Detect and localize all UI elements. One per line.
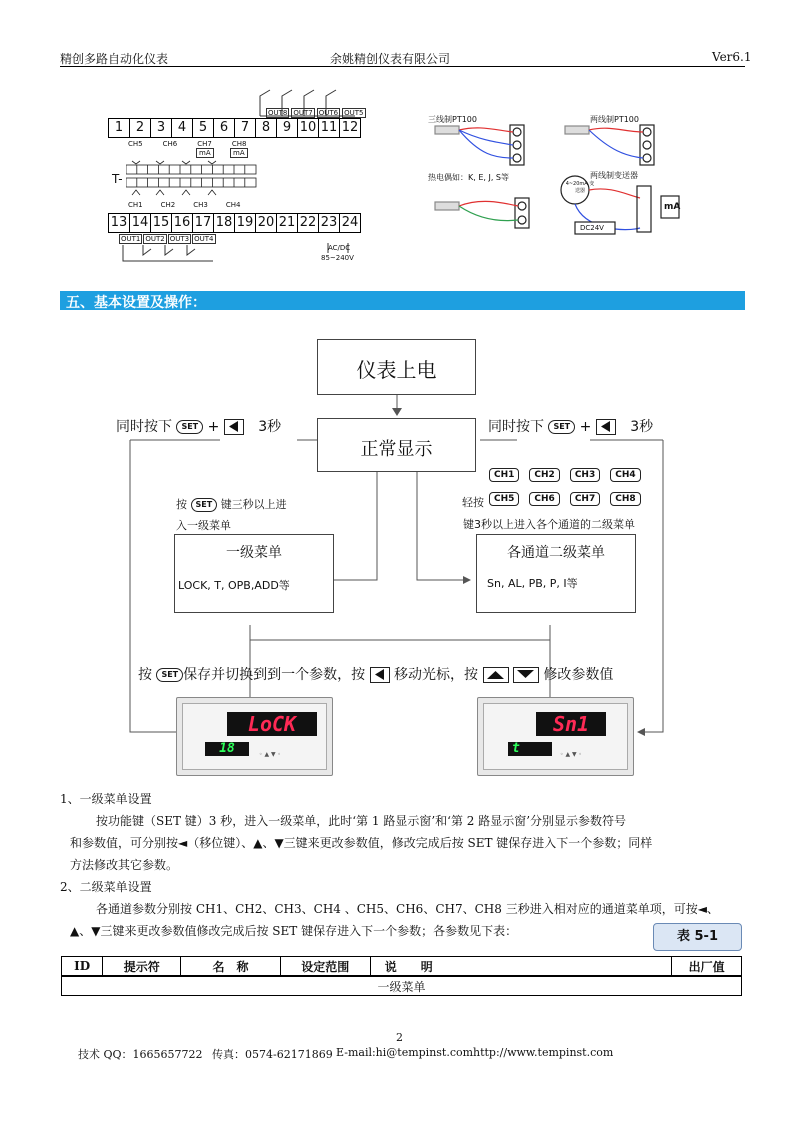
set-key-icon: SET: [156, 668, 183, 682]
paragraph-1b: 和参数值，可分别按◄（移位键）、▲、▼三键来更改参数值，修改完成后按 SET 键保存进入下一个参数；同样: [70, 836, 653, 850]
panel2-buttons: ◦ ▲ ▼ ◦: [560, 751, 583, 758]
instr-3: 移动光标，按: [394, 667, 479, 683]
down-arrow-key-icon: [513, 667, 539, 683]
parameter-table: [61, 956, 742, 996]
paragraph-1c: 方法修改其它参数。: [70, 858, 179, 872]
instr-4: 修改参数值: [543, 667, 614, 683]
terminal: 20: [256, 214, 277, 232]
up-arrow-key-icon: [483, 667, 509, 683]
terminal: 12: [341, 120, 359, 135]
terminal: 11: [319, 119, 340, 137]
left-arrow-key-icon: [224, 419, 244, 435]
ch-label: CH8: [231, 140, 247, 148]
table-section-label: 一级菜单: [62, 976, 742, 996]
table-label: 表 5-1: [653, 923, 742, 951]
terminal: 17: [193, 214, 214, 232]
terminal: 13: [109, 214, 130, 232]
ch-label: CH1: [128, 201, 143, 209]
terminal: 14: [130, 214, 151, 232]
menu1-title: 一级菜单: [226, 545, 282, 561]
body-text: [60, 788, 750, 942]
ch-label: CH4: [225, 201, 241, 209]
transmitter-symbol-label: 4~20mA 变送器: [565, 181, 595, 194]
table-row: [62, 976, 742, 996]
menu2-title: 各通道二级菜单: [507, 545, 605, 561]
header-center: 余姚精创仪表有限公司: [330, 52, 451, 66]
combo-right-seconds: 3秒: [630, 419, 654, 435]
header-left: 精创多路自动化仪表: [60, 52, 169, 66]
th-range: 设定范围: [280, 957, 370, 977]
ch-label: CH5: [128, 140, 143, 148]
out-label: OUT1: [121, 235, 141, 243]
terminal: 23: [319, 214, 340, 232]
ch-label: CH7: [197, 140, 212, 148]
set-key-icon: SET: [548, 420, 575, 434]
two-wire-label: 两线制PT100: [590, 115, 639, 124]
ch6-key-icon: CH6: [529, 492, 559, 506]
display-panel-1: [176, 697, 333, 776]
table-header-row: [62, 957, 742, 977]
combo-right: 同时按下 SET + 3秒: [488, 419, 654, 435]
menu1-items: LOCK, T, OPB,ADD等: [178, 579, 290, 592]
terminal: 6: [214, 119, 235, 137]
terminal: 19: [235, 214, 256, 232]
key-instruction: [138, 664, 613, 684]
t-label: T-: [112, 172, 123, 186]
ch5-key-icon: CH5: [489, 492, 519, 506]
terminal: 2: [130, 119, 151, 137]
paragraph-2b: ▲、▼三键来更改参数值修改完成后按 SET 键保存进入下一个参数；各参数见下表：: [70, 924, 518, 938]
heading-2: 2、二级菜单设置: [60, 880, 152, 894]
ch-bottom-labels: [128, 201, 240, 209]
th-prompt: 提示符: [103, 957, 181, 977]
footer-fax: 传真：0574-62171869: [212, 1048, 333, 1061]
th-id: ID: [62, 957, 103, 977]
terminal: 18: [214, 214, 235, 232]
terminal: 9: [277, 119, 298, 137]
ch-top-labels: [128, 140, 246, 148]
ch-keys-row2: [489, 492, 641, 506]
ch-note: 键3秒以上进入各个通道的二级菜单: [463, 518, 635, 531]
ma-out-label: mA: [664, 202, 681, 212]
terminal: 5: [193, 119, 214, 137]
set-hint-prefix: 按: [176, 498, 187, 511]
heading-1: 1、一级菜单设置: [60, 792, 152, 806]
power-on-box: [317, 339, 476, 395]
instr-1: 按: [138, 667, 152, 683]
set-hint-suffix: 键三秒以上进: [220, 498, 287, 511]
terminal: 21: [277, 214, 298, 232]
thermocouple-label: 热电偶如：K, E, J, S等: [428, 173, 509, 182]
ch2-key-icon: CH2: [529, 468, 559, 482]
combo-right-text: 同时按下: [488, 419, 544, 435]
combo-left: 同时按下 SET + 3秒: [116, 419, 282, 435]
combo-left-seconds: 3秒: [258, 419, 282, 435]
normal-display-box: [317, 418, 476, 472]
terminal: 7: [235, 119, 256, 137]
th-description: 说 明: [370, 957, 672, 977]
out-label: OUT7: [293, 109, 313, 117]
ch7-key-icon: CH7: [570, 492, 600, 506]
ch3-key-icon: CH3: [570, 468, 600, 482]
light-press-label: 轻按: [462, 496, 484, 509]
ch-label: CH3: [193, 201, 208, 209]
page-number: 2: [396, 1031, 403, 1044]
section-title: 五、基本设置及操作：: [66, 295, 206, 311]
normal-display-text: 正常显示: [360, 439, 433, 460]
th-name: 名 称: [181, 957, 281, 977]
menu1-box: [174, 534, 334, 613]
terminal: 4: [172, 119, 193, 137]
dc24v-label: DC24V: [580, 224, 604, 232]
terminal: 10: [298, 119, 319, 137]
terminal: 8: [256, 119, 277, 137]
set-hint-line1: [176, 496, 287, 512]
lcd2-top: Sn1: [536, 712, 606, 736]
panel1-buttons: ◦ ▲ ▼ ◦: [259, 751, 282, 758]
footer-web[interactable]: http://www.tempinst.com: [473, 1046, 614, 1059]
lcd2-bottom: t: [508, 742, 552, 756]
out-label: OUT5: [344, 109, 364, 117]
ch-label: CH6: [162, 140, 178, 148]
out-label: OUT4: [194, 235, 214, 243]
left-arrow-key-icon: [370, 667, 390, 683]
display-panel-2: [477, 697, 634, 776]
menu2-items: Sn, AL, PB, P, I等: [487, 577, 578, 590]
menu2-box: [476, 534, 636, 613]
out-label: OUT8: [268, 109, 288, 117]
power-label: AC/DC: [328, 244, 351, 252]
transmitter-label: 两线制变送器: [590, 171, 638, 180]
section-bar: [60, 291, 745, 310]
header-right: Ver6.1: [712, 50, 752, 64]
ch4-key-icon: CH4: [610, 468, 640, 482]
ch1-key-icon: CH1: [489, 468, 519, 482]
th-default: 出厂值: [672, 957, 742, 977]
instr-2: 保存并切换到到一个参数，按: [183, 667, 366, 683]
terminal: 15: [151, 214, 172, 232]
terminal: 1: [109, 119, 130, 137]
paragraph-2a: 各通道参数分别按 CH1、CH2、CH3、CH4 、CH5、CH6、CH7、CH8 三秒进入相对应的通道菜单项，可按◄、: [96, 902, 719, 916]
terminal: 24: [341, 215, 359, 230]
set-key-icon: SET: [176, 420, 203, 434]
voltage-label: 85~240V: [321, 254, 354, 262]
ch-label: CH2: [160, 201, 176, 209]
out-label: OUT6: [318, 109, 339, 117]
paragraph-1a: 按功能键（SET 键）3 秒，进入一级菜单，此时‘第 1 路显示窗’和‘第 2 路显示窗’分别显示参数符号: [96, 814, 627, 828]
lcd1-top: LoCK: [227, 712, 317, 736]
footer-email[interactable]: E-mail:hi@tempinst.com: [336, 1046, 474, 1059]
terminal-strip-bottom: [108, 213, 361, 233]
combo-left-text: 同时按下: [116, 419, 172, 435]
set-hint-line2: 入一级菜单: [176, 519, 231, 532]
terminal: 22: [298, 214, 319, 232]
left-arrow-key-icon: [596, 419, 616, 435]
terminal: 3: [151, 119, 172, 137]
ma-label: mA: [230, 148, 248, 158]
ch-keys-row1: [489, 468, 641, 482]
terminal: 16: [172, 214, 193, 232]
header-rule: [60, 66, 745, 67]
footer-qq: 技术 QQ：1665657722: [78, 1048, 203, 1061]
ma-label: mA: [196, 148, 214, 158]
mini-terminal-strips: [126, 157, 260, 207]
out-label: OUT2: [145, 235, 165, 243]
out-label: OUT3: [169, 235, 190, 243]
out-top-labels: [266, 108, 366, 118]
three-wire-label: 三线制PT100: [428, 115, 477, 124]
set-key-icon: SET: [191, 498, 218, 512]
lcd1-bottom: 18: [205, 742, 249, 756]
ch8-key-icon: CH8: [610, 492, 640, 506]
terminal-strip-top: [108, 118, 361, 138]
power-on-text: 仪表上电: [356, 358, 437, 382]
